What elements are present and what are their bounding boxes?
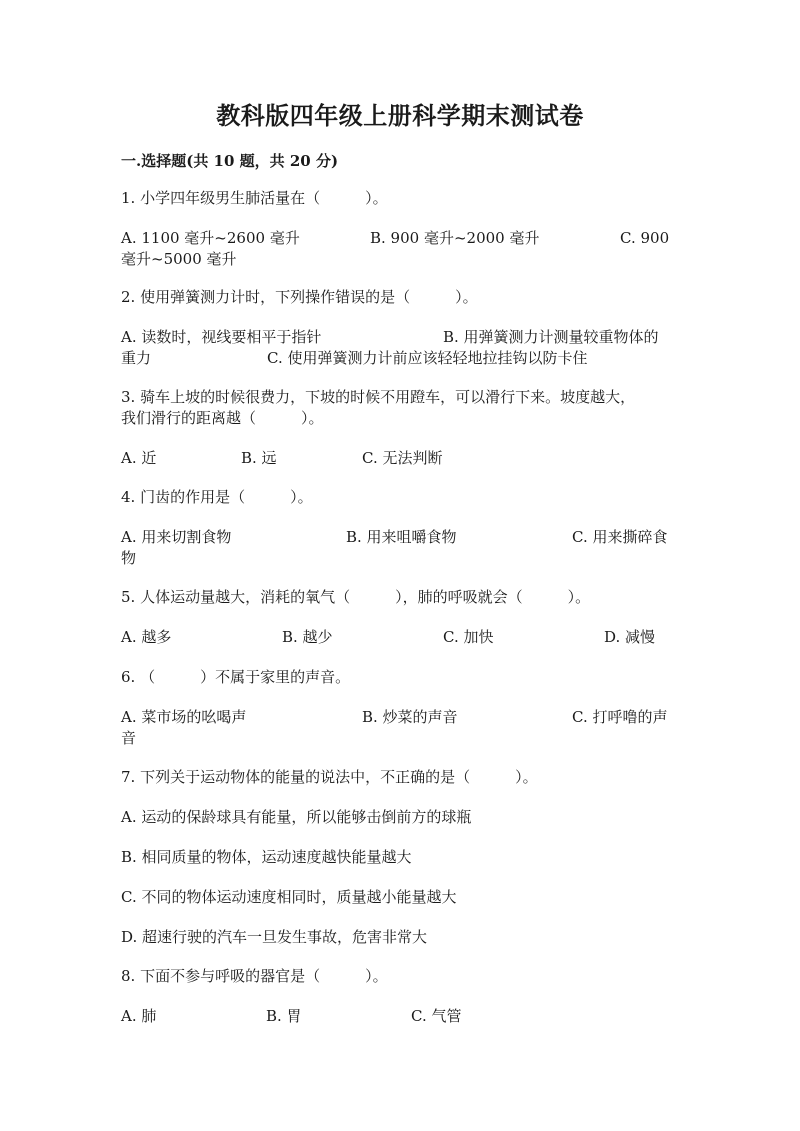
question-3-stem-cont: 我们滑行的距离越（ ）。 bbox=[121, 409, 324, 427]
question-3-option-a: A. 近 bbox=[121, 449, 157, 467]
question-2-option-b: B. 用弹簧测力计测量较重物体的 bbox=[443, 328, 659, 346]
question-8-option-b: B. 胃 bbox=[266, 1007, 302, 1025]
question-6-option-a: A. 菜市场的吆喝声 bbox=[121, 708, 247, 726]
question-5-option-a: A. 越多 bbox=[121, 628, 172, 646]
question-6-stem: 6. （ ）不属于家里的声音。 bbox=[121, 668, 351, 686]
section-heading: 一.选择题(共 10 题，共 20 分) bbox=[121, 152, 339, 170]
question-5-option-b: B. 越少 bbox=[282, 628, 333, 646]
question-1-option-c-cont: 毫升~5000 毫升 bbox=[121, 250, 237, 268]
question-8-option-c: C. 气管 bbox=[411, 1007, 462, 1025]
question-2-stem: 2. 使用弹簧测力计时，下列操作错误的是（ ）。 bbox=[121, 288, 478, 306]
question-3-option-b: B. 远 bbox=[241, 449, 277, 467]
question-7-option-b: B. 相同质量的物体，运动速度越快能量越大 bbox=[121, 848, 412, 866]
question-1-option-c: C. 900 bbox=[620, 229, 670, 247]
question-1-option-a: A. 1100 毫升~2600 毫升 bbox=[121, 229, 300, 247]
question-2-option-a: A. 读数时，视线要相平于指针 bbox=[121, 328, 322, 346]
question-7-option-a: A. 运动的保龄球具有能量，所以能够击倒前方的球瓶 bbox=[121, 808, 472, 826]
question-1-stem: 1. 小学四年级男生肺活量在（ ）。 bbox=[121, 189, 388, 207]
question-3-stem: 3. 骑车上坡的时候很费力，下坡的时候不用蹬车，可以滑行下来。坡度越大， bbox=[121, 388, 636, 406]
question-4-option-b: B. 用来咀嚼食物 bbox=[346, 528, 457, 546]
exam-title: 教科版四年级上册科学期末测试卷 bbox=[216, 101, 584, 130]
question-4-option-c: C. 用来撕碎食 bbox=[572, 528, 668, 546]
question-7-option-d: D. 超速行驶的汽车一旦发生事故，危害非常大 bbox=[121, 928, 428, 946]
question-3-option-c: C. 无法判断 bbox=[362, 449, 443, 467]
question-5-option-c: C. 加快 bbox=[443, 628, 494, 646]
question-7-option-c: C. 不同的物体运动速度相同时，质量越小能量越大 bbox=[121, 888, 457, 906]
question-4-option-c-cont: 物 bbox=[121, 549, 137, 567]
question-6-option-b: B. 炒菜的声音 bbox=[362, 708, 458, 726]
question-4-stem: 4. 门齿的作用是（ ）。 bbox=[121, 488, 313, 506]
question-6-option-c-cont: 音 bbox=[121, 729, 137, 747]
question-8-stem: 8. 下面不参与呼吸的器官是（ ）。 bbox=[121, 967, 388, 985]
question-2-option-b-cont: 重力 bbox=[121, 349, 152, 367]
question-7-stem: 7. 下列关于运动物体的能量的说法中，不正确的是（ ）。 bbox=[121, 768, 538, 786]
question-1-option-b: B. 900 毫升~2000 毫升 bbox=[370, 229, 540, 247]
question-8-option-a: A. 肺 bbox=[121, 1007, 157, 1025]
question-5-option-d: D. 减慢 bbox=[604, 628, 656, 646]
question-4-option-a: A. 用来切割食物 bbox=[121, 528, 232, 546]
question-2-option-c: C. 使用弹簧测力计前应该轻轻地拉挂钩以防卡住 bbox=[267, 349, 588, 367]
question-5-stem: 5. 人体运动量越大，消耗的氧气（ ），肺的呼吸就会（ ）。 bbox=[121, 588, 591, 606]
question-6-option-c: C. 打呼噜的声 bbox=[572, 708, 668, 726]
